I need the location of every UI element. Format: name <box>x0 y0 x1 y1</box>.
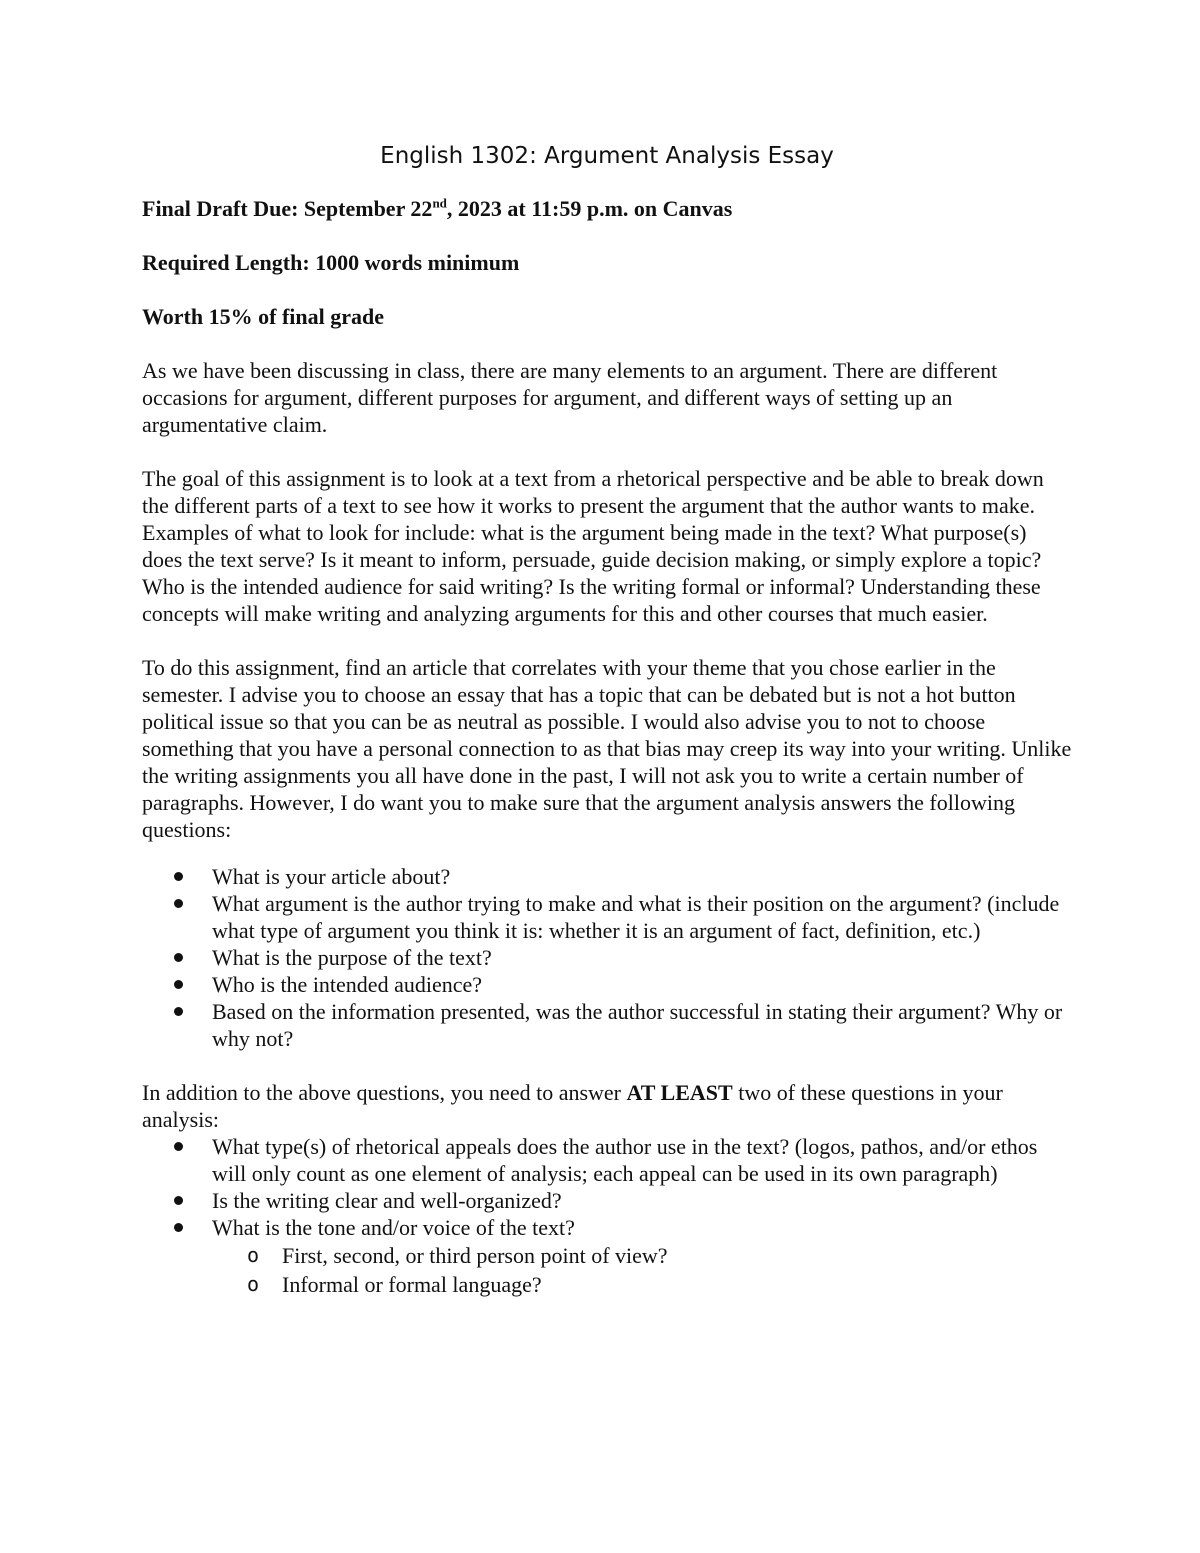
paragraph-intro: As we have been discussing in class, there are many elements to an argument. There are different occasions for argument, different purposes for argument, and different ways of setting up an argumentative claim. <box>142 358 998 437</box>
additional-before: In addition to the above questions, you need to answer <box>142 1080 627 1105</box>
additional-after: two of these questions in your analysis: <box>142 1080 1003 1132</box>
required-length: Required Length: 1000 words minimum <box>142 250 520 275</box>
document-page <box>142 140 1072 1299</box>
list-item: Based on the information presented, was the author successful in stating their argument? Why or why not? <box>142 998 1072 1052</box>
list-item: Who is the intended audience? <box>142 971 1072 998</box>
additional-emphasis: AT LEAST <box>626 1080 733 1105</box>
list-item: What type(s) of rhetorical appeals does the author use in the text? (logos, pathos, and/or ethos will only count as one element of analysis; each appeal can be used in its own paragraph) <box>142 1133 1072 1187</box>
list-item: What argument is the author trying to make and what is their position on the argument? (include what type of argument you think it is: whether it is an argument of fact, definition, etc.) <box>142 890 1072 944</box>
sub-list-item: o First, second, or third person point of view? <box>142 1241 1072 1270</box>
paragraph-goal: The goal of this assignment is to look at a text from a rhetorical perspective and be able to break down the different parts of a text to see how it works to present the argument that the author wants to make. Examples of what to look for include: what is the argument being made in the text? What purpose(s) does the text serve? Is it meant to inform, persuade, guide decision making, or simply explore a topic? Who is the intended audience for said writing? Is the writing formal or informal? Understanding these concepts will make writing and analyzing arguments for this and other courses that much easier. <box>142 466 1044 626</box>
due-date-prefix: Final Draft Due: September 22 <box>142 196 433 221</box>
tone-subitems-list <box>142 1241 1072 1299</box>
sub-list-item: o Informal or formal language? <box>142 1270 1072 1299</box>
list-item: Is the writing clear and well-organized? <box>142 1187 1072 1214</box>
list-item <box>142 1214 1072 1299</box>
due-date-rest: , 2023 at 11:59 p.m. on Canvas <box>446 196 733 221</box>
paragraph-instructions: To do this assignment, find an article that correlates with your theme that you chose earlier in the semester. I advise you to choose an essay that has a topic that can be debated but is not a hot button political issue so that you can be as neutral as possible. I would also advise you to not to choose something that you have a personal connection to as that bias may creep its way into your writing. Unlike the writing assignments you all have done in the past, I will not ask you to write a certain number of paragraphs. However, I do want you to make sure that the argument analysis answers the following questions: <box>142 655 1072 842</box>
list-item: What is your article about? <box>142 863 1072 890</box>
due-date <box>142 195 1072 222</box>
paragraph-additional <box>142 1079 1072 1133</box>
optional-questions-list <box>142 1133 1072 1299</box>
required-questions-list <box>142 863 1072 1052</box>
list-item-text: What is the tone and/or voice of the text? <box>212 1215 575 1240</box>
spacer <box>142 1052 1072 1079</box>
document-title: English 1302: Argument Analysis Essay <box>380 143 834 169</box>
list-item: What is the purpose of the text? <box>142 944 1072 971</box>
due-date-ordinal: nd <box>432 195 447 211</box>
grade-weight: Worth 15% of final grade <box>142 304 384 329</box>
